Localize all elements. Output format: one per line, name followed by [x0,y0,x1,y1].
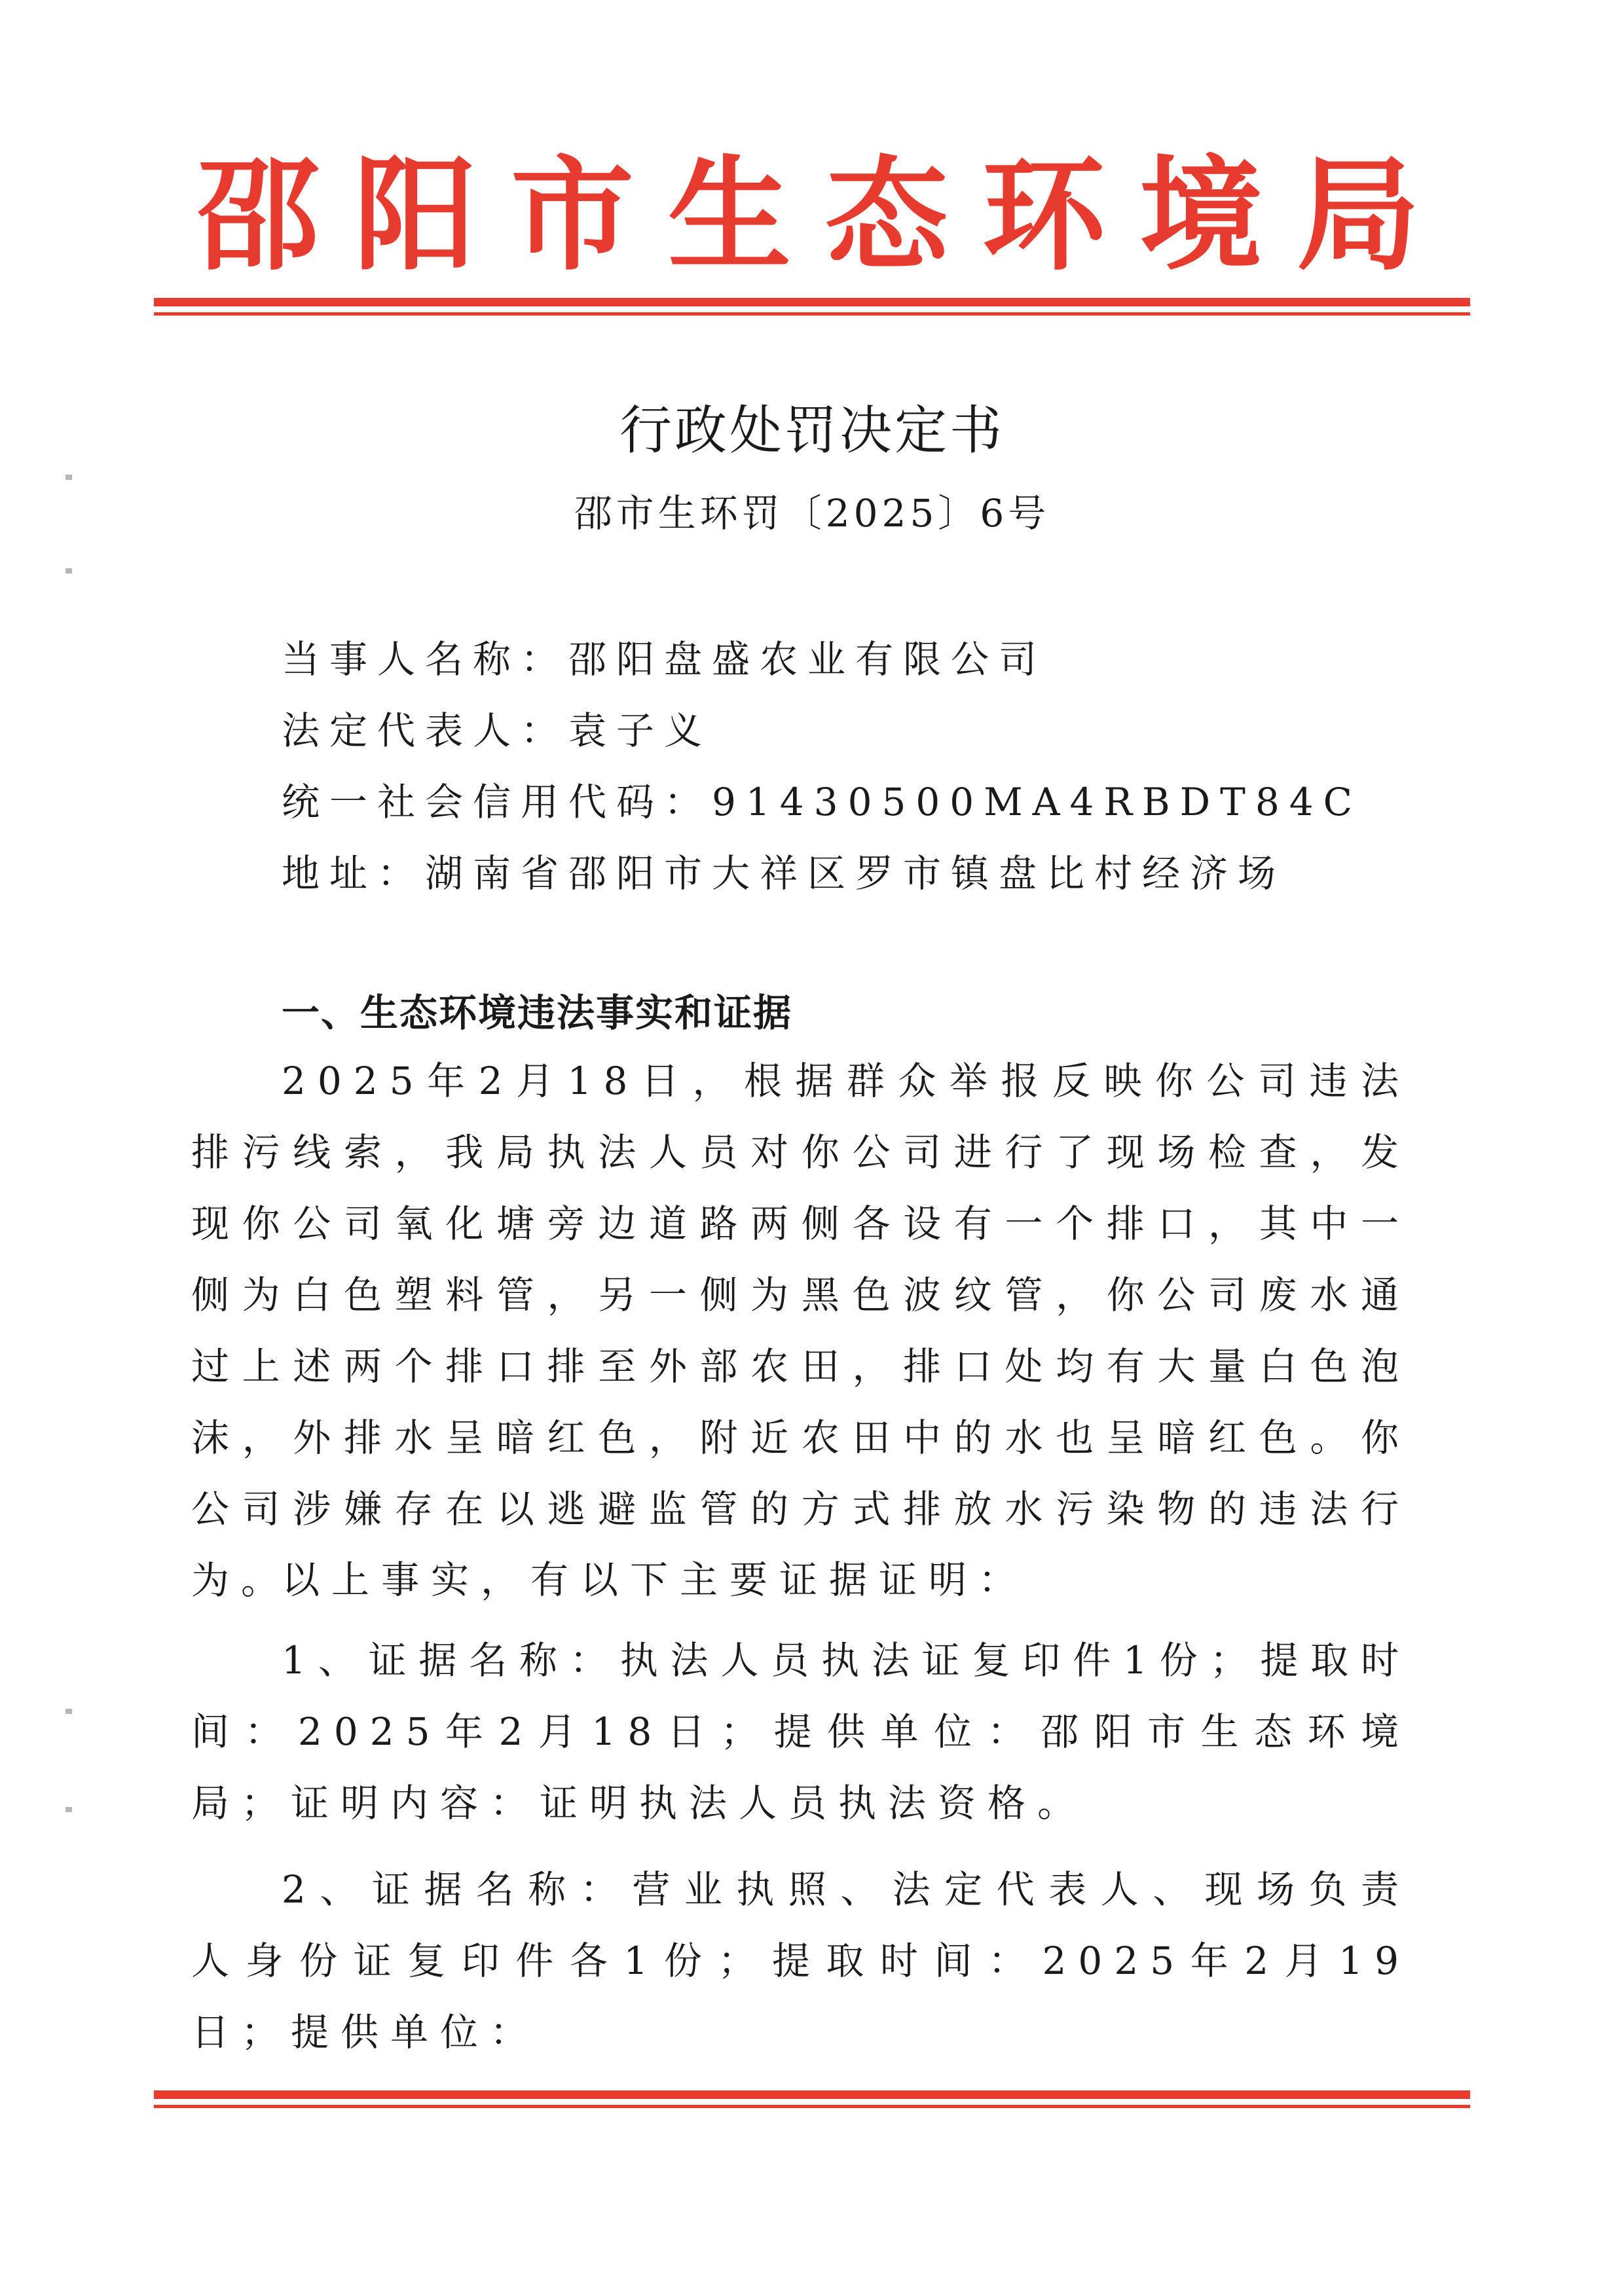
facts-paragraph: 2025年2月18日，根据群众举报反映你公司违法排污线索，我局执法人员对你公司进行了现场检查，发现你公司氧化塘旁边道路两侧各设有一个排口，其中一侧为白色塑料管，另一侧为黑色波纹管，你公司废水通过上述两个排口排至外部农田，排口处均有大量白色泡沫，外排水呈暗红色，附近农田中的水也呈暗红色。你公司涉嫌存在以逃避监管的方式排放水污染物的违法行为。 [191,1059,1411,1603]
scan-artifact [65,1807,72,1812]
document-title: 行政处罚决定书 [619,400,1005,461]
document-number: 邵市生环罚〔2025〕6号 [574,491,1050,536]
letterhead-double-rule [154,298,1470,316]
address-line: 地址：湖南省邵阳市大祥区罗市镇盘比村经济场 [282,851,1286,896]
scan-artifact [65,475,72,480]
evidence-intro-paragraph: 以上事实，有以下主要证据证明： [282,1558,1029,1602]
party-name-line: 当事人名称：邵阳盘盛农业有限公司 [282,637,1047,682]
letterhead-title: 邵阳市生态环境局 [196,143,1454,287]
credit-code-line: 统一社会信用代码：91430500MA4RBDT84C [282,780,1363,824]
rule-thin-line [154,312,1470,316]
evidence-item-2: 2、证据名称：营业执照、法定代表人、现场负责人身份证复印件各1份；提取时间：2025年2月19日；提供单位： [191,1867,1411,2054]
section-heading: 一、生态环境违法事实和证据 [282,991,793,1035]
rule-thin-line [154,2105,1470,2108]
legal-representative-line: 法定代表人：袁子义 [282,708,712,753]
scan-artifact [65,1709,72,1714]
rule-thick-line [154,2090,1470,2099]
evidence-item-1: 1、证据名称：执法人员执法证复印件1份；提取时间：2025年2月18日；提供单位：邵阳市生态环境局；证明内容：证明执法人员执法资格。 [191,1638,1411,1825]
scan-artifact [65,568,72,574]
footer-double-rule [154,2090,1470,2108]
rule-thick-line [154,298,1470,306]
